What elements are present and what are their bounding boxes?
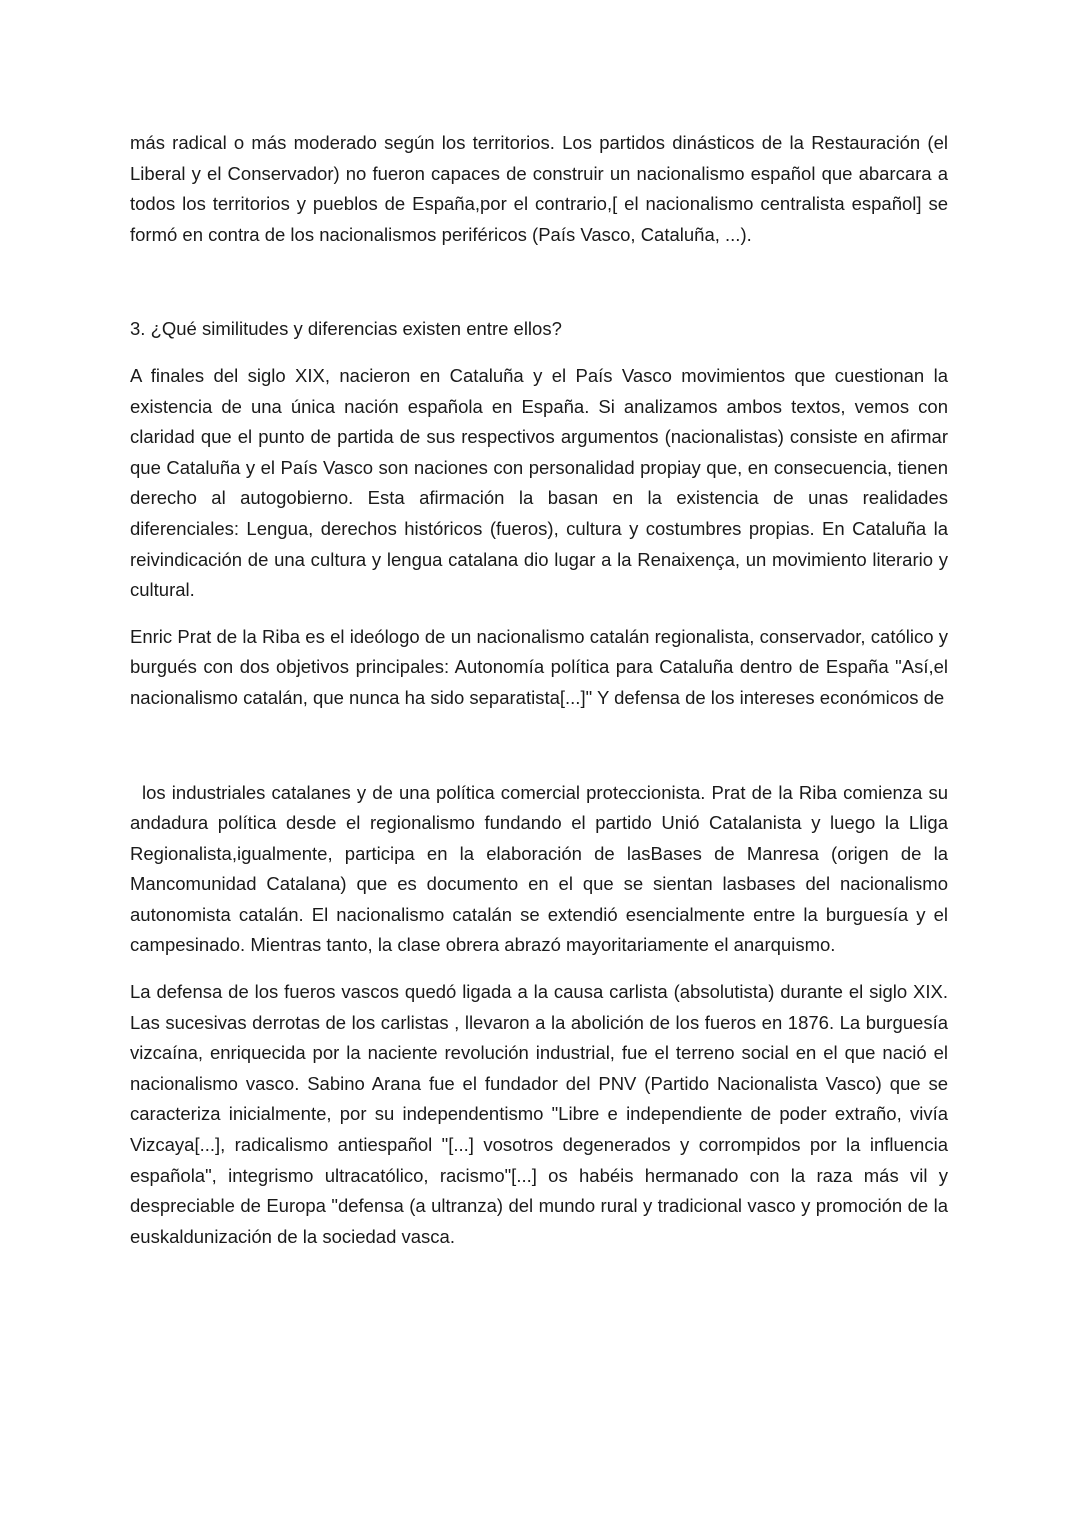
paragraph-basque-nationalism: La defensa de los fueros vascos quedó ligada a la causa carlista (absolutista) durante el siglo XIX. Las sucesivas derrotas de los carlistas , llevaron a la abolición de los fueros en 1876. La burguesía vizcaína, enriquecida por la naciente revolución industrial, fue el terreno social en el que nació el nacionalismo vasco. Sabino Arana fue el fundador del PNV (Partido Nacionalista Vasco) que se caracteriza inicialmente, por su independentismo "Libre e independiente de poder extraño, vivía Vizcaya[...], radicalismo antiespañol "[...] vosotros degenerados y corrompidos por la influencia española", integrismo ultracatólico, racismo"[...] os habéis hermanado con la raza más vil y despreciable de Europa "defensa (a ultranza) del mundo rural y tradicional vasco y promoción de la euskaldunización de la sociedad vasca. — [130, 981, 948, 1247]
paragraph-restauracion: más radical o más moderado según los territorios. Los partidos dinásticos de la Restauración (el Liberal y el Conservador) no fueron capaces de construir un nacionalismo español que abarcara a todos los territorios y pueblos de España,por el contrario,[ el nacionalismo centralista español] se formó en contra de los nacionalismos periféricos (País Vasco, Cataluña, ...). — [130, 132, 948, 245]
question-heading: 3. ¿Qué similitudes y diferencias existen entre ellos? — [130, 318, 562, 340]
document-page — [130, 128, 948, 1252]
paragraph-origins: A finales del siglo XIX, nacieron en Cataluña y el País Vasco movimientos que cuestionan la existencia de una única nación española en España. Si analizamos ambos textos, vemos con claridad que el punto de partida de sus respectivos argumentos (nacionalistas) consiste en afirmar que Cataluña y el País Vasco son naciones con personalidad propiay que, en consecuencia, tienen derecho al autogobierno. Esta afirmación la basan en la existencia de unas realidades diferenciales: Lengua, derechos históricos (fueros), cultura y costumbres propias. En Cataluña la reivindicación de una cultura y lengua catalana dio lugar a la Renaixença, un movimiento literario y cultural. — [130, 364, 948, 601]
paragraph-catalan-nationalism: los industriales catalanes y de una política comercial proteccionista. Prat de la Riba comienza su andadura política desde el regionalismo fundando el partido Unió Catalanista y luego la Lliga Regionalista,igualmente, participa en la elaboración de lasBases de Manresa (origen de la Mancomunidad Catalana) que es documento en el que se sientan lasbases del nacionalismo autonomista catalán. El nacionalismo catalán se extendió esencialmente entre la burguesía y el campesinado. Mientras tanto, la clase obrera abrazó mayoritariamente el anarquismo. — [130, 781, 948, 956]
paragraph-prat-de-la-riba: Enric Prat de la Riba es el ideólogo de un nacionalismo catalán regionalista, conservador, católico y burgués con dos objetivos principales: Autonomía política para Cataluña dentro de España "Así,el nacionalismo catalán, que nunca ha sido separatista[...]" Y defensa de los intereses económicos de — [130, 625, 948, 708]
